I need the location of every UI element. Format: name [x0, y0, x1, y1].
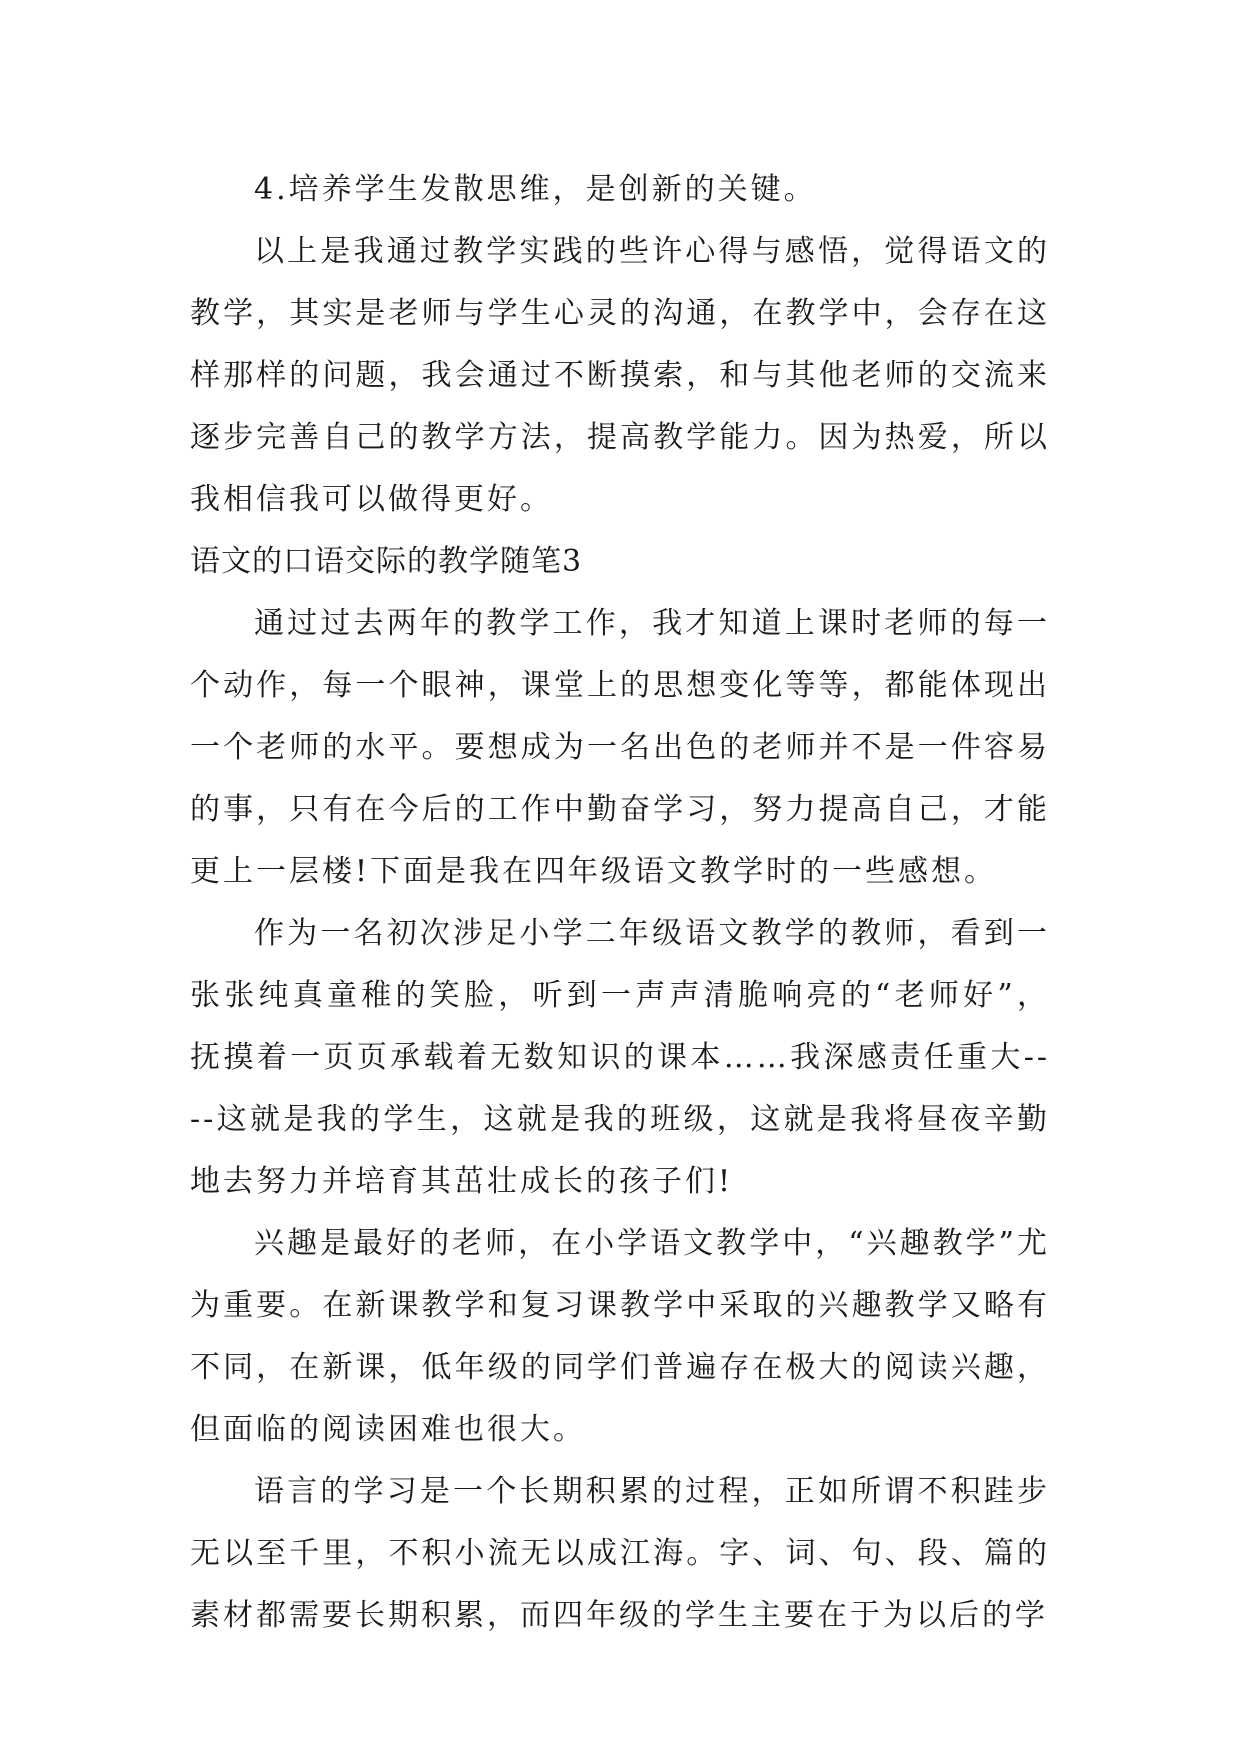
section-heading: 语文的口语交际的教学随笔3 — [190, 544, 583, 579]
document-body — [190, 159, 1050, 1647]
paragraph-creative-thinking: 4.培养学生发散思维，是创新的关键。 — [254, 172, 817, 207]
paragraph-interest-teaching: 兴趣是最好的老师，在小学语文教学中，“兴趣教学”尤为重要。在新课教学和复习课教学中采取的兴趣教学又略有不同，在新课，低年级的同学们普遍存在极大的阅读兴趣，但面临的阅读困难也很大。 — [190, 1226, 1050, 1447]
paragraph-two-years-teaching: 通过过去两年的教学工作，我才知道上课时老师的每一个动作，每一个眼神，课堂上的思想变化等等，都能体现出一个老师的水平。要想成为一名出色的老师并不是一件容易的事，只有在今后的工作中勤奋学习，努力提高自己，才能更上一层楼!下面是我在四年级语文教学时的一些感想。 — [190, 606, 1050, 889]
paragraph-language-accumulation: 语言的学习是一个长期积累的过程，正如所谓不积跬步无以至千里，不积小流无以成江海。字、词、句、段、篇的素材都需要长期积累，而四年级的学生主要在于为以后的学 — [190, 1474, 1050, 1633]
paragraph-first-time-teacher: 作为一名初次涉足小学二年级语文教学的教师，看到一张张纯真童稚的笑脸，听到一声声清脆响亮的“老师好”，抚摸着一页页承载着无数知识的课本……我深感责任重大----这就是我的学生，这就是我的班级，这就是我将昼夜辛勤地去努力并培育其茁壮成长的孩子们! — [190, 916, 1050, 1199]
paragraph-reflection: 以上是我通过教学实践的些许心得与感悟，觉得语文的教学，其实是老师与学生心灵的沟通，在教学中，会存在这样那样的问题，我会通过不断摸索，和与其他老师的交流来逐步完善自己的教学方法，提高教学能力。因为热爱，所以我相信我可以做得更好。 — [190, 234, 1050, 517]
